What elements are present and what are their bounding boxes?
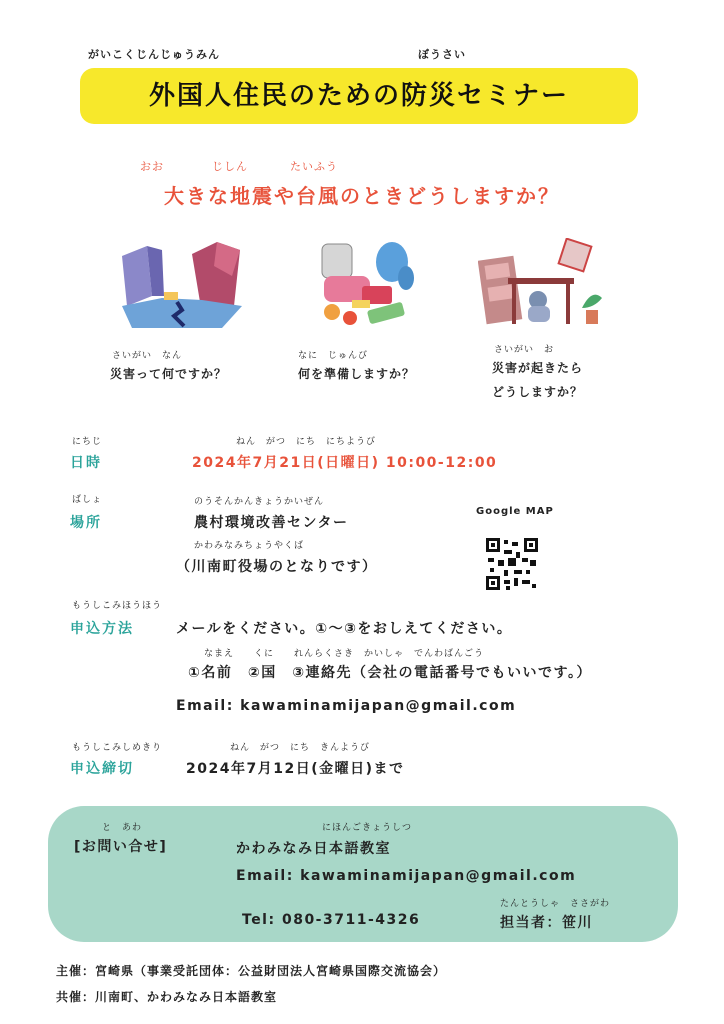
apply-label: 申込方法 [70, 621, 134, 637]
deadline-ruby: もうしこみしめきり [72, 743, 163, 753]
hide-under-desk-icon [478, 238, 606, 330]
contact-label: [お問い合せ] [74, 839, 168, 855]
subtitle-ruby-taifuu: たいふう [290, 160, 338, 173]
contact-tel[interactable]: Tel: 080-3711-4326 [242, 912, 421, 928]
title-ruby-left: がいこくじんじゅうみん [88, 48, 220, 61]
place-note: （川南町役場のとなりです） [176, 559, 378, 575]
apply-instruction: メールをください。①～③をおしえてください。 [176, 621, 513, 637]
subtitle: 大きな地震や台風のときどうしますか？ [164, 184, 560, 208]
contact-person-ruby: たんとうしゃ ささがわ [500, 899, 611, 909]
date-value: 2024年7月21日(日曜日) 10:00-12:00 [192, 455, 498, 471]
subtitle-ruby-jishin: じしん [212, 160, 248, 173]
page-title: 外国人住民のための防災セミナー [148, 81, 569, 111]
place-label: 場所 [70, 515, 102, 531]
apply-email[interactable]: Email: kawaminamijapan@gmail.com [176, 698, 517, 714]
contact-person: 担当者：笹川 [500, 915, 593, 931]
footer-cosponsor: 共催：川南町、かわみなみ日本語教室 [56, 990, 278, 1004]
contact-org: かわみなみ日本語教室 [236, 841, 391, 857]
footer-organizer: 主催：宮崎県（事業受託団体：公益財団法人宮崎県国際交流協会） [56, 964, 447, 978]
date-value-ruby: ねん がつ にち にちようび [236, 437, 377, 447]
title-ruby-right: ぼうさい [418, 48, 466, 61]
emergency-supplies-icon [312, 240, 416, 332]
deadline-value-ruby: ねん がつ にち きんようび [230, 743, 371, 753]
apply-ruby: もうしこみほうほう [72, 601, 163, 611]
question-3-ruby: さいがい お [494, 345, 555, 355]
qr-code-icon[interactable] [486, 538, 538, 590]
question-3-line2: どうしますか？ [492, 385, 584, 399]
deadline-label: 申込締切 [70, 761, 134, 777]
contact-label-ruby: と あわ [102, 823, 143, 833]
deadline-value: 2024年7月12日(金曜日)まで [186, 761, 405, 777]
place-note-ruby: かわみなみちょうやくば [194, 541, 305, 551]
contact-org-ruby: にほんごきょうしつ [322, 823, 413, 833]
google-map-label: Google MAP [476, 506, 554, 517]
subtitle-ruby-oo: おお [140, 160, 164, 173]
apply-items: ①名前 ②国 ③連絡先（会社の電話番号でもいいです。） [188, 665, 592, 681]
contact-email[interactable]: Email: kawaminamijapan@gmail.com [236, 868, 577, 884]
earthquake-city-icon [122, 236, 244, 328]
question-2-ruby: なに じゅんび [298, 351, 369, 361]
place-ruby: ばしょ [72, 495, 103, 505]
date-ruby: にちじ [72, 437, 103, 447]
question-1-text: 災害って何ですか？ [110, 367, 228, 381]
question-3-line1: 災害が起きたら [492, 361, 584, 375]
date-label: 日時 [70, 455, 102, 471]
question-2-text: 何を準備しますか？ [298, 367, 416, 381]
place-value: 農村環境改善センター [194, 515, 349, 531]
place-value-ruby: のうそんかんきょうかいぜん [194, 497, 325, 507]
apply-items-ruby: なまえ くに れんらくさき かいしゃ でんわばんごう [204, 649, 485, 659]
question-1-ruby: さいがい なん [112, 351, 183, 361]
